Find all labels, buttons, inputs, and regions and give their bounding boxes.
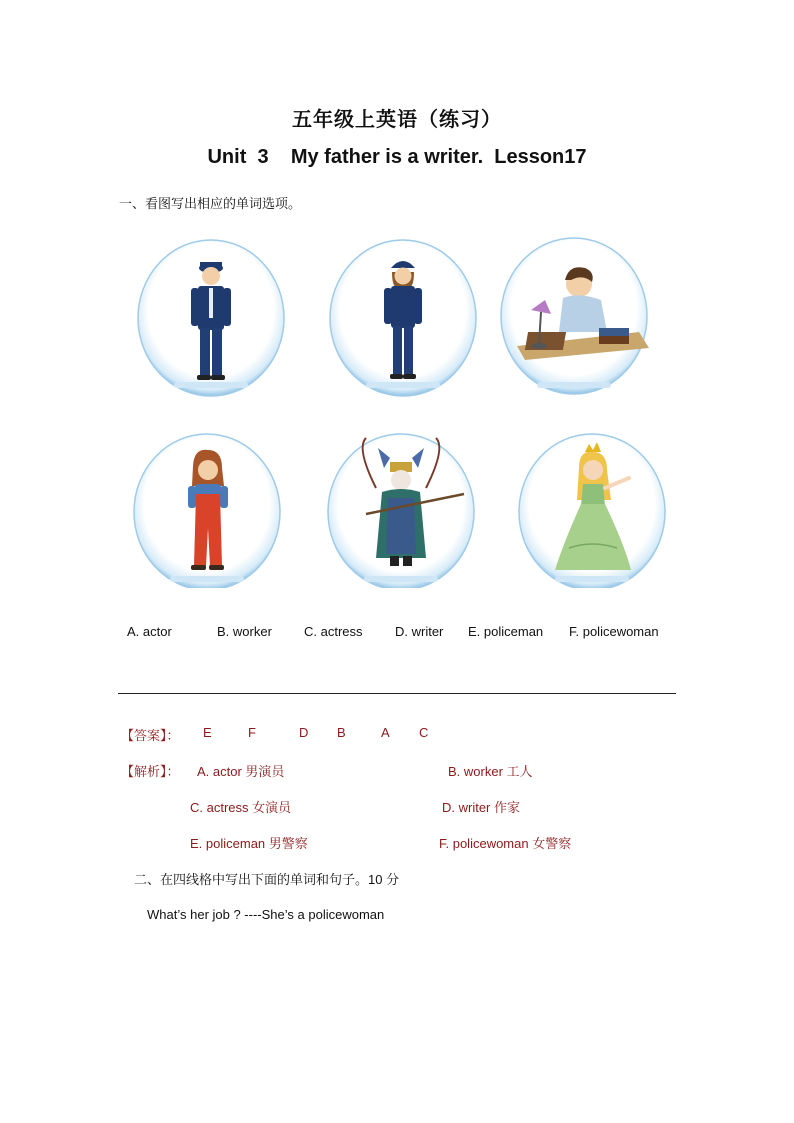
option-d: D. writer [395,624,444,639]
worker-overalls-icon [132,428,282,588]
answer-value: E [203,725,212,740]
divider [118,693,676,694]
option-e: E. policeman [468,624,544,639]
answer-value: B [337,725,346,740]
picture-actress [517,428,667,588]
option-f: F. policewoman [569,624,659,639]
opera-actor-icon [326,428,476,588]
answer-value: F [248,725,256,740]
writer-at-desk-icon [499,236,649,396]
option-a: A. actor [127,624,172,639]
analysis-item: B. worker 工人 [448,764,533,779]
policewoman-figure-icon [328,238,478,398]
practice-sentence: What’s her job ? ----She’s a policewoman [147,907,385,922]
analysis-item: C. actress 女演员 [190,800,292,815]
option-b: B. worker [217,624,272,639]
actress-princess-icon [517,428,667,588]
picture-policewoman [328,238,478,398]
picture-worker [132,428,282,588]
picture-writer [499,236,649,396]
section-two-instruction: 二、在四线格中写出下面的单词和句子。10 分 [134,872,400,887]
unit-subtitle: Unit 3 My father is a writer. Lesson17 [207,146,587,168]
analysis-item: D. writer 作家 [442,800,521,815]
answer-value: C [419,725,429,740]
analysis-item: F. policewoman 女警察 [439,836,572,851]
answer-value: A [381,725,390,740]
option-c: C. actress [304,624,363,639]
analysis-item: A. actor 男演员 [197,764,285,779]
picture-actor [326,428,476,588]
answer-label: 【答案】： [121,728,180,743]
analysis-item: E. policeman 男警察 [190,836,308,851]
picture-policeman [136,238,286,398]
policeman-figure-icon [136,238,286,398]
page-title: 五年级上英语（练习） [292,109,502,131]
analysis-label: 【解析】： [121,764,180,779]
answer-value: D [299,725,309,740]
section-one-instruction: 一、看图写出相应的单词选项。 [119,196,302,211]
